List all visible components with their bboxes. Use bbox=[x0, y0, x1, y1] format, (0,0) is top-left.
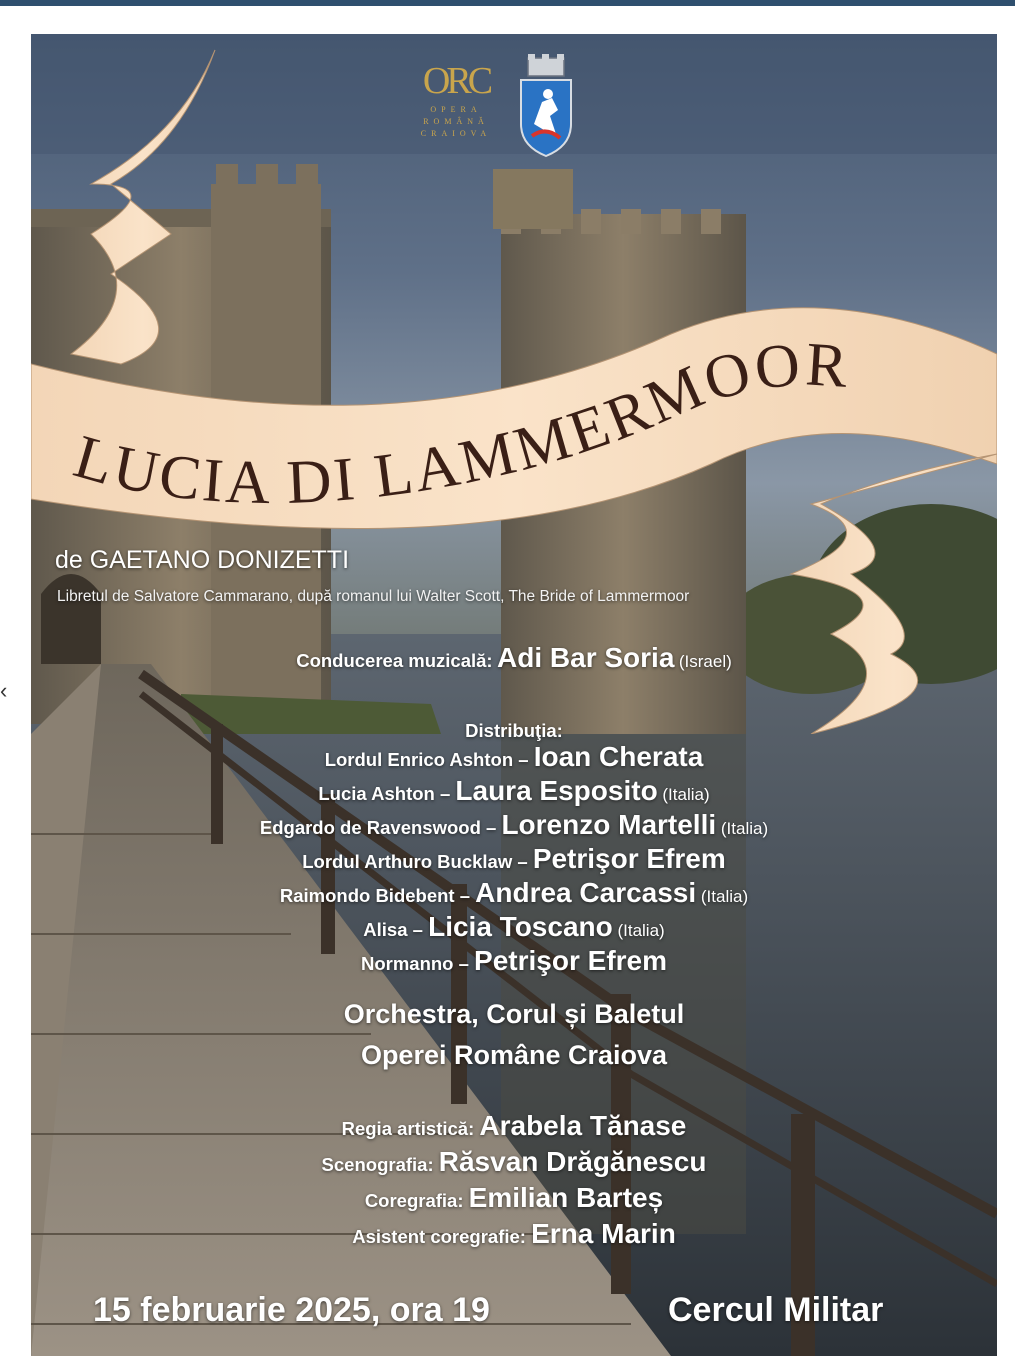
cast-row bbox=[31, 878, 997, 912]
cast-row bbox=[31, 742, 997, 776]
creative-name: Erna Marin bbox=[531, 1218, 676, 1249]
cast-singer: Licia Toscano bbox=[428, 911, 613, 942]
cast-row bbox=[31, 912, 997, 946]
cast-singer: Lorenzo Martelli bbox=[501, 809, 717, 840]
cast-heading: Distribuţia: bbox=[465, 720, 563, 741]
cast-role: Normanno – bbox=[360, 953, 475, 974]
creative-label: Scenografia: bbox=[321, 1154, 439, 1175]
creative-name: Emilian Barteș bbox=[468, 1182, 664, 1213]
cast-role: Lordul Arthuro Bucklaw – bbox=[302, 851, 533, 872]
cast-singer: Laura Esposito bbox=[455, 775, 658, 806]
creative-name: Arabela Tănase bbox=[479, 1110, 687, 1141]
venue: Cercul Militar bbox=[668, 1291, 884, 1329]
cast-role: Lordul Enrico Ashton – bbox=[324, 749, 534, 770]
orchestra-block bbox=[31, 994, 997, 1076]
cast-singer: Petrişor Efrem bbox=[532, 843, 726, 874]
cast-note: (Italia) bbox=[612, 921, 665, 940]
conductor-name: Adi Bar Soria bbox=[497, 642, 675, 673]
creative-team bbox=[31, 1110, 997, 1254]
cast-role: Lucia Ashton – bbox=[318, 783, 456, 804]
conductor-label: Conducerea muzicală: bbox=[296, 650, 493, 671]
cast-role: Alisa – bbox=[363, 919, 429, 940]
cast-role: Edgardo de Ravenswood – bbox=[259, 817, 502, 838]
creative-name: Răsvan Drăgănescu bbox=[438, 1146, 707, 1177]
conductor-line bbox=[31, 642, 997, 674]
conductor-note: (Israel) bbox=[678, 652, 732, 671]
orchestra-line-1: Orchestra, Corul și Baletul bbox=[343, 999, 685, 1029]
cast-note: (Italia) bbox=[696, 887, 749, 906]
creative-row bbox=[31, 1218, 997, 1254]
libretto-credit: Libretul de Salvatore Cammarano, după romanul lui Walter Scott, The Bride of Lammermoor bbox=[57, 588, 690, 605]
top-bar bbox=[0, 0, 1015, 6]
cast-note: (Italia) bbox=[657, 785, 710, 804]
cast-row bbox=[31, 810, 997, 844]
creative-row bbox=[31, 1146, 997, 1182]
opera-logo-subtitle-2: ROMÂNĂ bbox=[423, 117, 489, 126]
cast-singer: Andrea Carcassi bbox=[475, 877, 697, 908]
cast-note: (Italia) bbox=[716, 819, 769, 838]
creative-row bbox=[31, 1182, 997, 1218]
creative-label: Regia artistică: bbox=[341, 1118, 480, 1139]
cast-role: Raimondo Bidebent – bbox=[279, 885, 476, 906]
opera-logo-subtitle-3: CRAIOVA bbox=[420, 129, 492, 138]
composer: de GAETANO DONIZETTI bbox=[55, 546, 350, 574]
cast-row bbox=[31, 776, 997, 810]
creative-row bbox=[31, 1110, 997, 1146]
cast-singer: Ioan Cherata bbox=[533, 741, 704, 772]
cast-row bbox=[31, 946, 997, 980]
performance-date: 15 februarie 2025, ora 19 bbox=[93, 1291, 490, 1329]
title-svg bbox=[31, 34, 997, 554]
cast-row bbox=[31, 844, 997, 878]
creative-label: Coregrafia: bbox=[364, 1190, 469, 1211]
orchestra-line-2: Operei Române Craiova bbox=[360, 1040, 668, 1070]
creative-label: Asistent coregrafie: bbox=[352, 1226, 532, 1247]
previous-arrow-icon[interactable]: ‹ bbox=[0, 678, 8, 703]
poster bbox=[31, 34, 997, 1356]
cast-singer: Petrişor Efrem bbox=[474, 945, 668, 976]
opera-title: LUCIA DI LAMMERMOOR bbox=[66, 330, 853, 518]
opera-logo-subtitle-1: OPERA bbox=[430, 105, 482, 114]
opera-logo-monogram: ORC bbox=[422, 60, 490, 102]
cast-list bbox=[31, 742, 997, 980]
